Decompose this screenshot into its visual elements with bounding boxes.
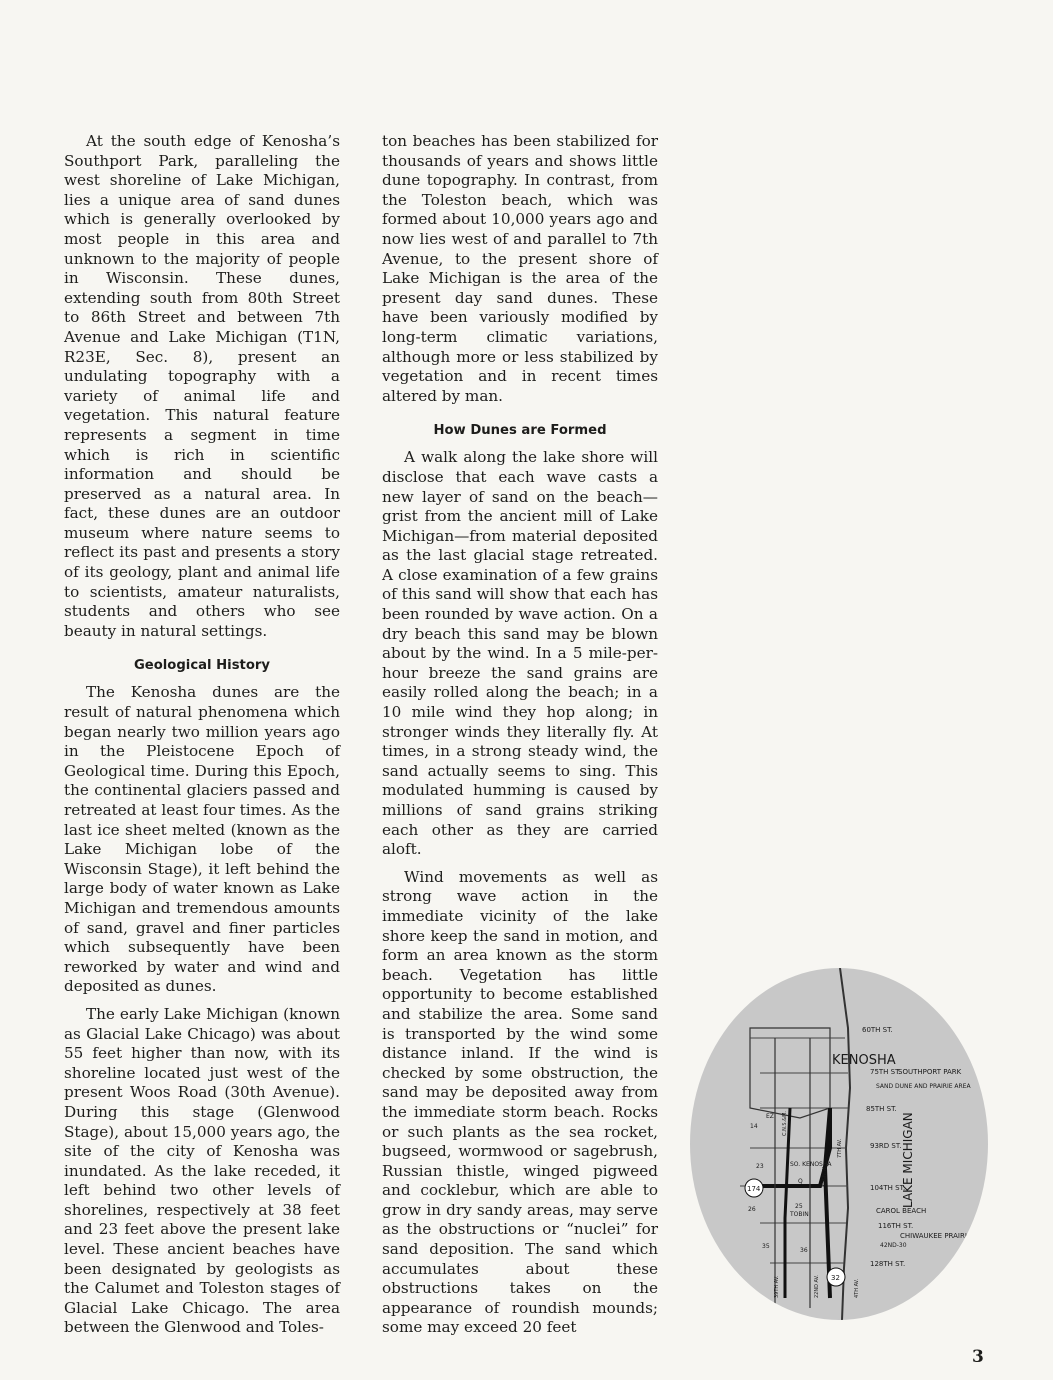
label-93rd: 93RD ST. [870, 1142, 902, 1150]
page-number: 3 [972, 1347, 984, 1367]
paragraph-intro: At the south edge of Kenosha’s Southport Park, paralleling the west shoreline of Lake Michigan, lies a unique area of sand dunes which is generally overlooked by most people in this area and unknown to the majority of people in Wisconsin. These dunes, extending south from 80th Street to 86th Street and between 7th Avenue and Lake Michigan (T1N, R23E, Sec. 8), present an undulating topography with a variety of animal life and vegetation. This natural feature represents a segment in time which is rich in scientific information and should be preserved as a natural area. In fact, these dunes are an outdoor museum where nature seems to reflect its past and presents a story of its geology, plant and animal life to scientists, amateur naturalists, students and others who see beauty in natural settings. [64, 132, 340, 640]
label-tobin: TOBIN [790, 1211, 809, 1218]
label-tn-25: 25 [795, 1203, 803, 1210]
label-cnsm: C.N.S.&M. [782, 1111, 788, 1136]
paragraph-geology-2: The early Lake Michigan (known as Glacial Lake Chicago) was about 55 feet higher than now, with its shoreline located just west of the present Woos Road (30th Avenue). During this stage (Glenwood Stage), about 15,000 years ago, the site of the city of Kenosha was inundated. As the lake receded, it left behind two other levels of shorelines, respectively at 38 feet and 23 feet above the present lake level. These ancient beaches have been designated by geologists as the Calumet and Toleston stages of Glacial Lake Chicago. The area between the Glenwood and Toles- [64, 1004, 340, 1337]
label-city: KENOSHA [832, 1053, 896, 1068]
label-4th-ave: 4TH AV. [854, 1278, 860, 1298]
label-tn-14: 14 [750, 1123, 758, 1130]
label-lake: LAKE MICHIGAN [901, 1112, 915, 1208]
label-75th: 75TH ST. [870, 1068, 901, 1076]
label-carol-beach: CAROL BEACH [876, 1207, 927, 1215]
label-cnw: C.&N.W. [822, 1165, 828, 1186]
label-39th-ave: 39TH AV. [774, 1275, 780, 1298]
label-42nd-30: 42ND-30 [880, 1242, 907, 1249]
label-tn-23: 23 [756, 1163, 764, 1170]
label-tn-26: 26 [748, 1206, 756, 1213]
label-60th: 60TH ST. [862, 1026, 893, 1034]
heading-how-dunes-formed: How Dunes are Formed [433, 423, 607, 439]
paragraph-continuation: ton beaches has been stabilized for thousands of years and shows little dune topography. In contrast, from the Toleston beach, which was formed about 10,000 years ago and now lies west of and parallel to 7th Avenue, to the present shore of Lake Michigan is the area of the present day sand dunes. These have been variously modified by long-term climatic variations, although more or less stabilized by vegetation and in recent times altered by man. [382, 132, 658, 405]
paragraph-dunes-1: A walk along the lake shore will disclose that each wave casts a new layer of sand on the beach—grist from the ancient mill of Lake Michigan—from material deposited as the last glacial stage retreated. A close examination of a few grains of this sand will show that each has been rounded by wave action. On a dry beach this sand may be blown about by the wind. In a 5 mile-per-hour breeze the sand grains are easily rolled along the beach; in a 10 mile wind they hop along; in stronger winds they literally fly. At times, in a strong steady wind, the sand actually seems to sing. This modulated humming is caused by millions of sand grains striking each other as they are carried aloft. [382, 448, 658, 859]
label-chiwaukee-prairie: CHIWAUKEE PRAIRIE [900, 1232, 972, 1240]
label-southport-park: SOUTHPORT PARK [898, 1068, 962, 1076]
label-85th: 85TH ST. [866, 1105, 897, 1113]
label-104th: 104TH ST. [870, 1184, 906, 1192]
label-128th: 128TH ST. [870, 1260, 906, 1268]
label-so-kenosha: SO. KENOSHA [790, 1161, 832, 1168]
location-map [690, 968, 988, 1320]
label-ez: EZ [766, 1113, 774, 1120]
label-22nd-ave: 22ND AV. [814, 1274, 820, 1298]
label-q: Q [798, 1178, 803, 1185]
label-116th: 116TH ST. [878, 1222, 914, 1230]
paragraph-geology-1: The Kenosha dunes are the result of natural phenomena which began nearly two million years ago in the Pleistocene Epoch of Geological time. During this Epoch, the continental glaciers passed and retreated at least four times. As the last ice sheet melted (known as the Lake Michigan lobe of the Wisconsin Stage), it left behind the large body of water known as Lake Michigan and tremendous amounts of sand, gravel and finer particles which subsequently have been reworked by water and wind and deposited as dunes. [64, 683, 340, 996]
label-sand-dune-area: SAND DUNE AND PRAIRIE AREA [876, 1083, 971, 1090]
right-column [382, 132, 658, 1346]
label-shield-32: 32 [831, 1274, 840, 1282]
highway-32 [825, 1108, 830, 1298]
map-drawing [690, 968, 988, 1320]
heading-geological-history: Geological History [133, 658, 271, 674]
label-tn-35: 35 [762, 1243, 770, 1250]
label-7th-ave: 7TH AV. [837, 1138, 843, 1158]
paragraph-dunes-2: Wind movements as well as strong wave action in the immediate vicinity of the lake shore keep the sand in motion, and form an area known as the storm beach. Vegetation has little opportunity to become established and stabilize the area. Some sand is transported by the wind some distance inland. If the wind is checked by some obstruction, the sand may be deposited away from the immediate storm beach. Rocks or such plants as the sea rocket, bugseed, wormwood or sagebrush, Russian thistle, winged pigweed and cocklebur, which are able to grow in dry sandy areas, may serve as the obstructions or “nuclei” for sand deposition. The sand which accumulates about these obstructions takes on the appearance of roundish mounds; some may exceed 20 feet [382, 867, 658, 1337]
label-shield-174: 174 [747, 1185, 761, 1193]
label-tn-36: 36 [800, 1247, 808, 1254]
left-column [64, 132, 340, 1346]
